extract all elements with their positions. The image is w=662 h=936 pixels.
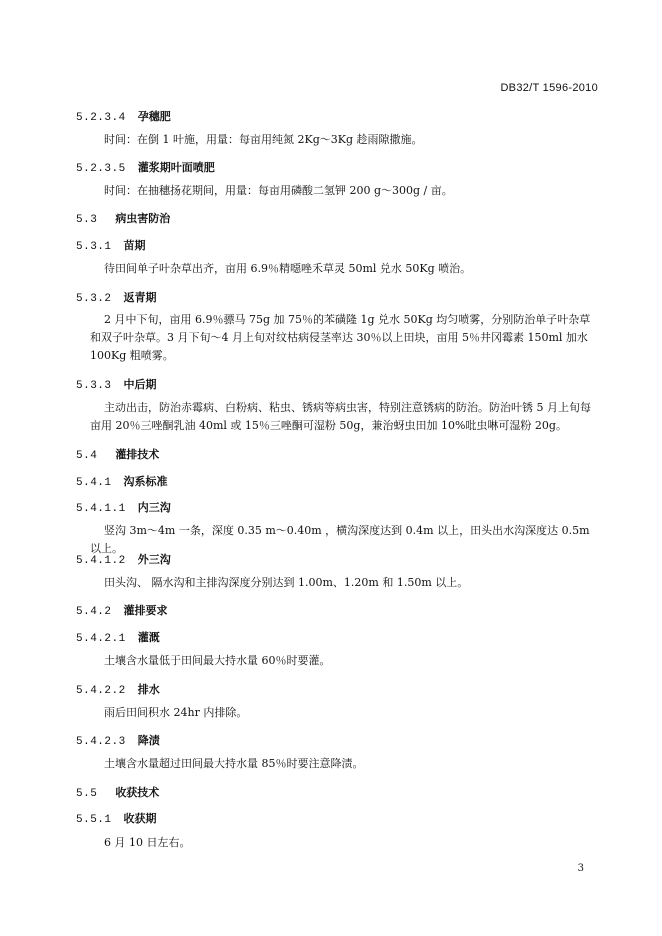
section-number: 5.3.2 <box>76 293 112 305</box>
paragraph: 土壤含水量低于田间最大持水量 60％时要灌。 <box>104 654 331 667</box>
section-title: 灌排要求 <box>123 604 168 617</box>
section-number: 5.5.1 <box>76 814 112 826</box>
paragraph: 土壤含水量超过田间最大持水量 85％时要注意降渍。 <box>104 757 364 770</box>
section-heading <box>76 210 170 226</box>
page-number: 3 <box>577 863 584 874</box>
section-heading <box>76 602 168 618</box>
section-title: 返青期 <box>123 291 157 304</box>
section-number: 5.3 <box>76 214 98 226</box>
section-heading <box>76 784 159 800</box>
section-title: 灌排技术 <box>115 448 160 461</box>
section-number: 5.5 <box>76 788 98 800</box>
section-heading <box>76 551 171 567</box>
section-title: 收获技术 <box>115 786 160 799</box>
section-heading <box>76 376 157 392</box>
section-heading <box>76 159 215 175</box>
section-heading <box>76 629 160 645</box>
section-title: 排水 <box>137 683 160 696</box>
section-number: 5.4 <box>76 450 98 462</box>
section-title: 收获期 <box>123 812 157 825</box>
section-heading <box>76 681 160 697</box>
document-code: DB32/T 1596-2010 <box>500 82 598 94</box>
paragraph: 时间：在倒 1 叶施，用量：每亩用纯氮 2Kg～3Kg 趁雨隙撒施。 <box>104 133 423 146</box>
section-title: 灌溉 <box>137 631 160 644</box>
section-number: 5.4.1.1 <box>76 503 126 515</box>
section-number: 5.4.1 <box>76 477 112 489</box>
section-heading <box>76 446 159 462</box>
section-number: 5.4.2.3 <box>76 736 126 748</box>
section-number: 5.2.3.5 <box>76 163 126 175</box>
section-title: 外三沟 <box>137 553 171 566</box>
section-title: 苗期 <box>123 239 146 252</box>
section-title: 降渍 <box>137 734 160 747</box>
section-heading <box>76 108 171 124</box>
paragraph: 主动出击，防治赤霉病、白粉病、粘虫、锈病等病虫害，特别注意锈病的防治。防治叶锈 5 月上旬每亩用 20％三唑酮乳油 40ml 或 15％三唑酮可湿粉 50g，兼治蚜虫田加 10%吡虫啉可湿粉 20g。 <box>90 401 591 432</box>
section-number: 5.4.2.2 <box>76 685 126 697</box>
paragraph: 待田间单子叶杂草出齐，亩用 6.9％精噁唑禾草灵 50ml 兑水 50Kg 喷治。 <box>104 262 472 275</box>
section-heading <box>76 237 146 253</box>
section-number: 5.4.1.2 <box>76 555 126 567</box>
section-title: 内三沟 <box>137 501 171 514</box>
paragraph: 竖沟 3m～4m 一条，深度 0.35 m～0.40m ，横沟深度达到 0.4m 以上，田头出水沟深度达 0.5m 以上。 <box>90 524 590 555</box>
section-number: 5.3.3 <box>76 380 112 392</box>
section-title: 病虫害防治 <box>115 212 171 225</box>
section-heading <box>76 473 168 489</box>
section-heading <box>76 810 157 826</box>
paragraph: 6 月 10 日左右。 <box>104 836 191 849</box>
section-title: 孕穗肥 <box>137 110 171 123</box>
paragraph: 2 月中下旬，亩用 6.9％骠马 75g 加 75％的苯磺隆 1g 兑水 50Kg 均匀喷雾，分别防治单子叶杂草和双子叶杂草。3 月下旬～4 月上旬对纹枯病侵茎率达 30％以上田块，亩用 5％井冈霉素 150ml 加水 100Kg 粗喷雾。 <box>90 313 591 362</box>
paragraph: 雨后田间积水 24hr 内排除。 <box>104 706 248 719</box>
section-title: 灌浆期叶面喷肥 <box>137 161 215 174</box>
section-number: 5.4.2 <box>76 606 112 618</box>
section-title: 沟系标准 <box>123 475 168 488</box>
section-heading <box>76 499 171 515</box>
paragraph: 时间：在抽穗扬花期间，用量：每亩用磷酸二氢钾 200 g～300g / 亩。 <box>104 184 453 197</box>
section-number: 5.3.1 <box>76 241 112 253</box>
section-number: 5.4.2.1 <box>76 633 126 645</box>
section-number: 5.2.3.4 <box>76 112 126 124</box>
paragraph: 田头沟、 隔水沟和主排沟深度分别达到 1.00m、1.20m 和 1.50m 以上。 <box>104 576 469 589</box>
section-title: 中后期 <box>123 378 157 391</box>
section-heading <box>76 732 160 748</box>
section-heading <box>76 289 157 305</box>
